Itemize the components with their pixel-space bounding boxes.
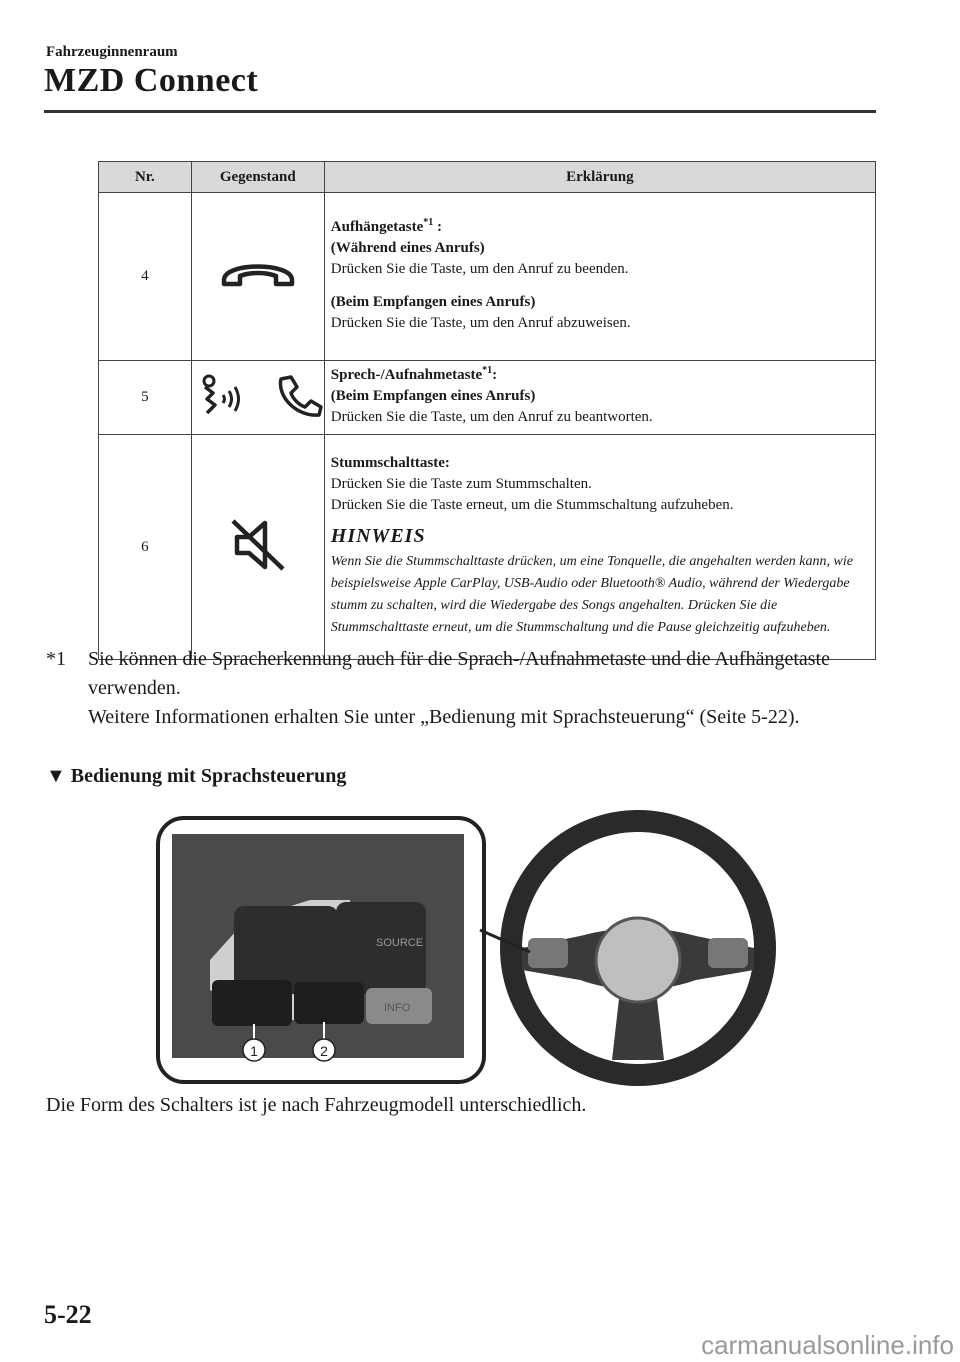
- item-subtitle: (Beim Empfangen eines Anrufs): [330, 388, 536, 404]
- header-nr: Nr.: [99, 162, 192, 193]
- steering-wheel-illustration: [150, 810, 890, 1090]
- voice-and-phone-icon: [193, 373, 323, 417]
- item-text: Drücken Sie die Taste zum Stummschalten.: [330, 476, 592, 492]
- item-cell: [191, 361, 324, 435]
- note-label: HINWEIS: [330, 525, 426, 547]
- table-row: [99, 193, 876, 361]
- subheading: [46, 765, 346, 788]
- footnote: [46, 645, 846, 732]
- table-row: [99, 361, 876, 435]
- explanation-cell: [324, 435, 875, 660]
- table-header-row: [99, 162, 876, 193]
- hang-up-phone-icon: [216, 254, 300, 294]
- section-label: Fahrzeuginnenraum: [46, 44, 178, 60]
- item-text: Drücken Sie die Taste, um den Anruf abzuweisen.: [330, 315, 631, 331]
- source-label: SOURCE: [376, 937, 424, 949]
- hang-up-button: [294, 982, 364, 1024]
- item-text: Drücken Sie die Taste, um den Anruf zu beantworten.: [330, 409, 653, 425]
- header-explanation: Erklärung: [324, 162, 875, 193]
- item-cell: [191, 435, 324, 660]
- item-subtitle: (Beim Empfangen eines Anrufs): [330, 294, 536, 310]
- mute-speaker-icon: [227, 517, 289, 573]
- explanation-cell: [324, 361, 875, 435]
- caption: Die Form des Schalters ist je nach Fahrzeugmodell unterschiedlich.: [46, 1094, 587, 1116]
- page-number: 5-22: [44, 1300, 92, 1329]
- talk-button: [212, 980, 292, 1026]
- note-text: Wenn Sie die Stummschalttaste drücken, um eine Tonquelle, die angehalten werden kann, wie beispielsweise Apple CarPlay, USB-Audio oder Bluetooth® Audio, während der Wiedergabe stumm zu schalten, wird die Wiedergabe des Songs angehalten. Drücken Sie die Stummschalttaste erneut, um die Stummschaltung und die Pause gleichzeitig aufzuheben.: [330, 554, 853, 635]
- svg-text:1: 1: [250, 1043, 258, 1059]
- footnote-marker: *1: [46, 648, 66, 670]
- item-title: Stummschalttaste:: [330, 455, 450, 471]
- header-item: Gegenstand: [191, 162, 324, 193]
- table-row: [99, 435, 876, 660]
- header-rule: [44, 110, 876, 113]
- controls-table: [98, 161, 876, 660]
- row-nr: 4: [99, 193, 192, 361]
- item-subtitle: (Während eines Anrufs): [330, 240, 485, 256]
- footnote-text: Sie können die Spracherkennung auch für die Sprach-/Aufnahmetaste und die Aufhängetaste verwenden.: [88, 648, 830, 699]
- explanation-cell: [324, 193, 875, 361]
- item-cell: [191, 193, 324, 361]
- row-nr: 5: [99, 361, 192, 435]
- watermark: carmanualsonline.info: [701, 1330, 954, 1360]
- steering-wheel: [500, 810, 776, 1086]
- triangle-icon: ▼: [46, 765, 66, 787]
- item-text: Drücken Sie die Taste, um den Anruf zu beenden.: [330, 261, 629, 277]
- footnote-text-2: Weitere Informationen erhalten Sie unter „Bedienung mit Sprachsteuerung“ (Seite 5-22).: [88, 706, 800, 728]
- subheading-text: Bedienung mit Sprachsteuerung: [70, 765, 347, 787]
- row-nr: 6: [99, 435, 192, 660]
- chapter-title: MZD Connect: [44, 62, 259, 99]
- item-text: Drücken Sie die Taste erneut, um die Stummschaltung aufzuheben.: [330, 497, 734, 513]
- item-title: Aufhängetaste$^{*1}$ :: [330, 217, 443, 235]
- svg-text:2: 2: [320, 1043, 328, 1059]
- info-label: INFO: [384, 1002, 411, 1014]
- item-title: Sprech-/Aufnahmetaste$^{*1}$:: [330, 365, 498, 383]
